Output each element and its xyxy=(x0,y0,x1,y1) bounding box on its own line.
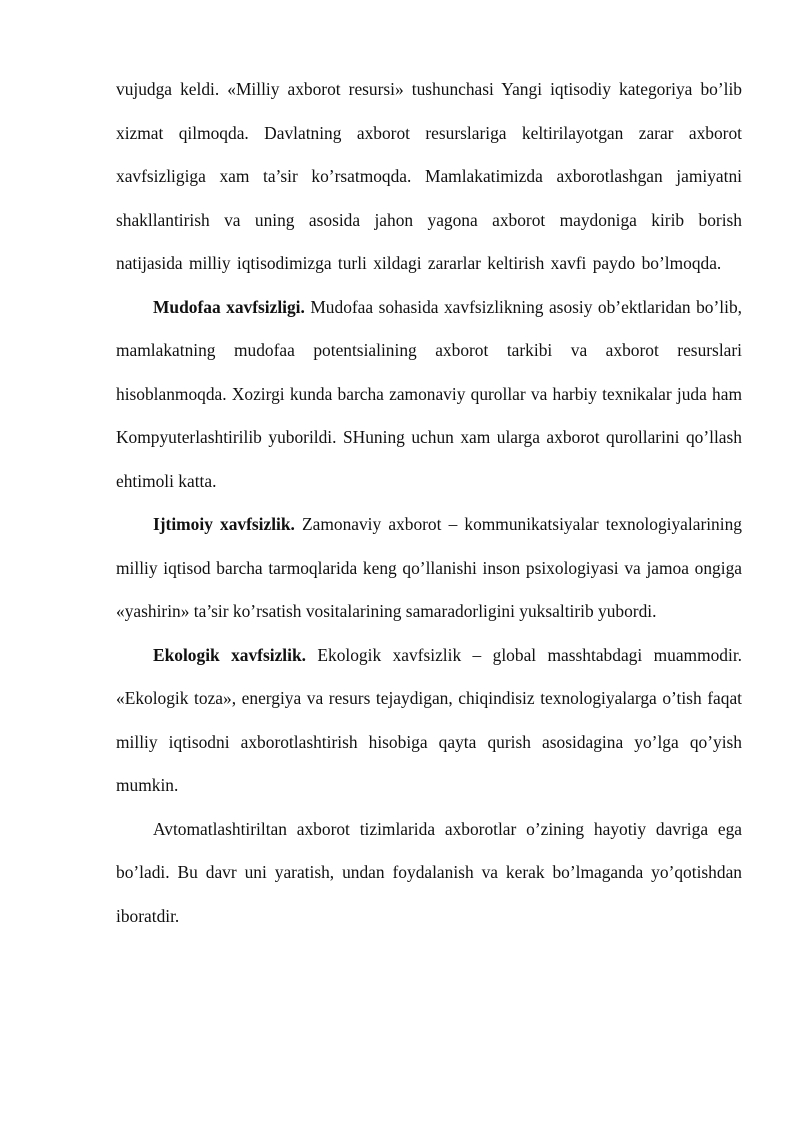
paragraph-social-security xyxy=(116,503,742,634)
section-heading-defense: Mudofaa xavfsizligi. xyxy=(153,296,305,317)
paragraph-economic-continuation xyxy=(116,68,742,286)
paragraph-information-lifecycle xyxy=(116,808,742,939)
paragraph-ecological-security xyxy=(116,634,742,808)
paragraph-defense-security xyxy=(116,286,742,504)
paragraph-text: Ekologik xavfsizlik – global masshtabdagi muammodir. «Ekologik toza», energiya va resurs tejaydigan, chiqindisiz texnologiyalarga o’tish faqat milliy iqtisodni axborotlashtirish hisobiga qayta qurish asosidagina yo’lga qo’yish mumkin. xyxy=(116,644,742,795)
section-heading-ecological: Ekologik xavfsizlik. xyxy=(153,644,306,665)
paragraph-text: Mudofaa sohasida xavfsizlikning asosiy ob’ektlaridan bo’lib, mamlakatning mudofaa potentsialining axborot tarkibi va axborot resurslari hisoblanmoqda. Xozirgi kunda barcha zamonaviy qurollar va harbiy texnikalar juda ham Kompyuterlashtirilib yuborildi. SHuning uchun xam ularga axborot qurollarini qo’llash ehtimoli katta. xyxy=(116,296,743,491)
document-page xyxy=(116,68,742,938)
paragraph-text: Avtomatlashtiriltan axborot tizimlarida axborotlar o’zining hayotiy davriga ega bo’ladi. Bu davr uni yaratish, undan foydalanish va kerak bo’lmaganda yo’qotishdan iboratdir. xyxy=(116,818,742,926)
section-heading-social: Ijtimoiy xavfsizlik. xyxy=(153,514,295,534)
paragraph-text: vujudga keldi. «Milliy axborot resursi» tushunchasi Yangi iqtisodiy kategoriya bo’lib xizmat qilmoqda. Davlatning axborot resurslariga keltirilayotgan zarar axborot xavfsizligiga xam ta’sir ko’rsatmoqda. Mamlakatimizda axborotlashgan jamiyatni shakllantirish va uning asosida jahon yagona axborot maydoniga kirib borish natijasida milliy iqtisodimizga turli xildagi zararlar keltirish xavfi paydo bo’lmoqda. xyxy=(116,79,742,273)
paragraph-text: Zamonaviy axborot – kommunikatsiyalar texnologiyalarining milliy iqtisod barcha tarmoqlarida keng qo’llanishi inson psixologiyasi va jamoa ongiga «yashirin» ta’sir ko’rsatish vositalarining samaradorligini yuksaltirib yubordi. xyxy=(116,514,742,621)
